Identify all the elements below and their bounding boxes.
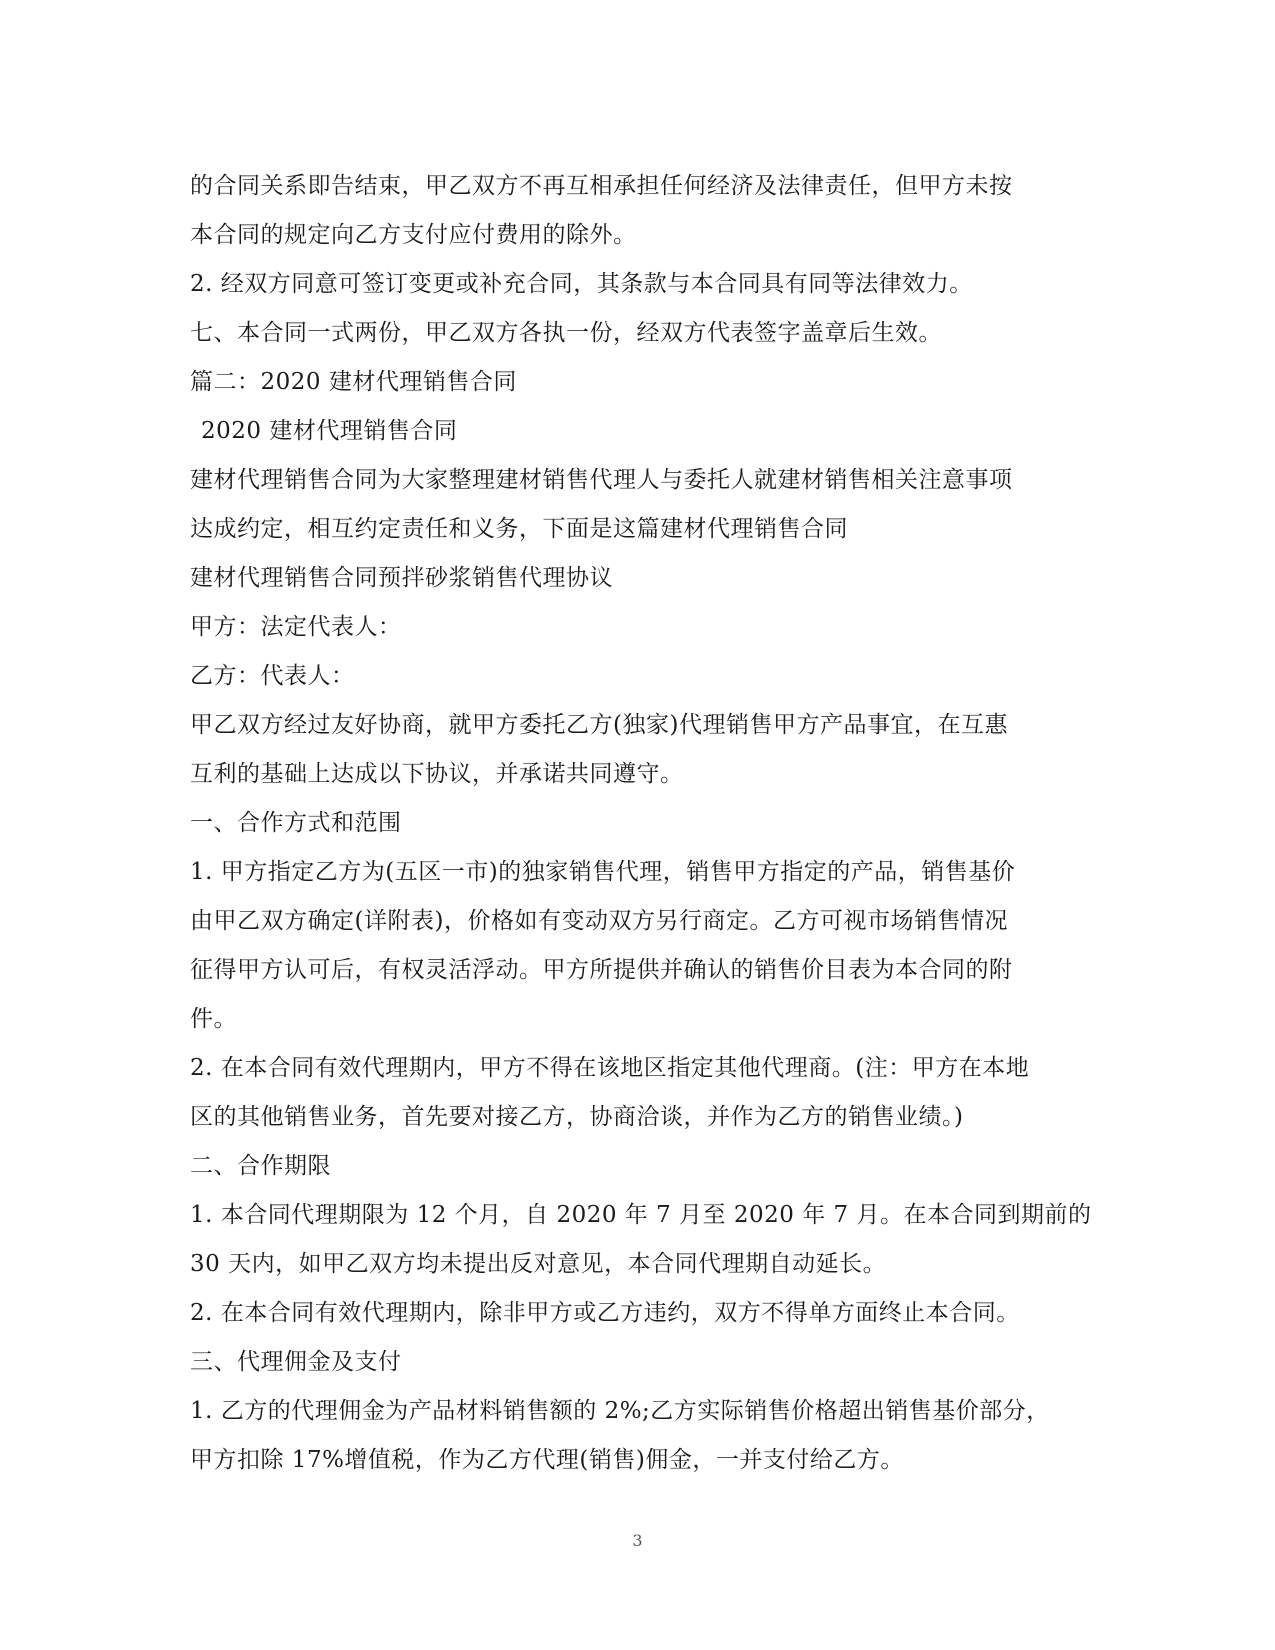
paragraph-line: 的合同关系即告结束，甲乙双方不再互相承担任何经济及法律责任，但甲方未按 bbox=[190, 173, 1013, 199]
clause-line: 甲方扣除 17%增值税，作为乙方代理(销售)佣金，一并支付给乙方。 bbox=[190, 1447, 904, 1473]
paragraph-line: 建材代理销售合同为大家整理建材销售代理人与委托人就建材销售相关注意事项 bbox=[190, 467, 1013, 493]
party-b-line: 乙方：代表人： bbox=[190, 663, 355, 689]
paragraph-line: 互利的基础上达成以下协议，并承诺共同遵守。 bbox=[190, 761, 684, 787]
page-number: 3 bbox=[632, 1531, 643, 1550]
clause-line: 2. 在本合同有效代理期内，除非甲方或乙方违约，双方不得单方面终止本合同。 bbox=[190, 1300, 1020, 1326]
clause-line: 由甲乙双方确定(详附表)，价格如有变动双方另行商定。乙方可视市场销售情况 bbox=[190, 908, 1008, 934]
clause-line: 件。 bbox=[190, 1006, 237, 1032]
clause-line: 1. 甲方指定乙方为(五区一市)的独家销售代理，销售甲方指定的产品，销售基价 bbox=[190, 859, 1016, 885]
paragraph-line: 达成约定，相互约定责任和义务，下面是这篇建材代理销售合同 bbox=[190, 516, 848, 542]
document-body bbox=[190, 162, 1092, 1485]
clause-line: 1. 本合同代理期限为 12 个月，自 2020 年 7 月至 2020 年 7 月。在本合同到期前的 bbox=[190, 1202, 1092, 1228]
clause-line: 七、本合同一式两份，甲乙双方各执一份，经双方代表签字盖章后生效。 bbox=[190, 320, 942, 346]
clause-line: 2. 经双方同意可签订变更或补充合同，其条款与本合同具有同等法律效力。 bbox=[190, 271, 973, 297]
section-heading: 三、代理佣金及支付 bbox=[190, 1349, 402, 1375]
clause-line: 30 天内，如甲乙双方均未提出反对意见，本合同代理期自动延长。 bbox=[190, 1251, 887, 1277]
paragraph-line: 甲乙双方经过友好协商，就甲方委托乙方(独家)代理销售甲方产品事宜，在互惠 bbox=[190, 712, 1008, 738]
clause-line: 区的其他销售业务，首先要对接乙方，协商洽谈，并作为乙方的销售业绩。) bbox=[190, 1104, 964, 1130]
section-heading: 二、合作期限 bbox=[190, 1153, 331, 1179]
document-title: 2020 建材代理销售合同 bbox=[201, 418, 458, 444]
clause-line: 2. 在本合同有效代理期内，甲方不得在该地区指定其他代理商。(注：甲方在本地 bbox=[190, 1055, 1030, 1081]
paragraph-line: 本合同的规定向乙方支付应付费用的除外。 bbox=[190, 222, 637, 248]
section-heading: 一、合作方式和范围 bbox=[190, 810, 402, 836]
section-heading: 篇二：2020 建材代理销售合同 bbox=[190, 369, 517, 395]
agreement-title: 建材代理销售合同预拌砂浆销售代理协议 bbox=[190, 565, 613, 591]
party-a-line: 甲方：法定代表人： bbox=[190, 614, 402, 640]
clause-line: 征得甲方认可后，有权灵活浮动。甲方所提供并确认的销售价目表为本合同的附 bbox=[190, 957, 1013, 983]
clause-line: 1. 乙方的代理佣金为产品材料销售额的 2%;乙方实际销售价格超出销售基价部分， bbox=[190, 1398, 1050, 1424]
